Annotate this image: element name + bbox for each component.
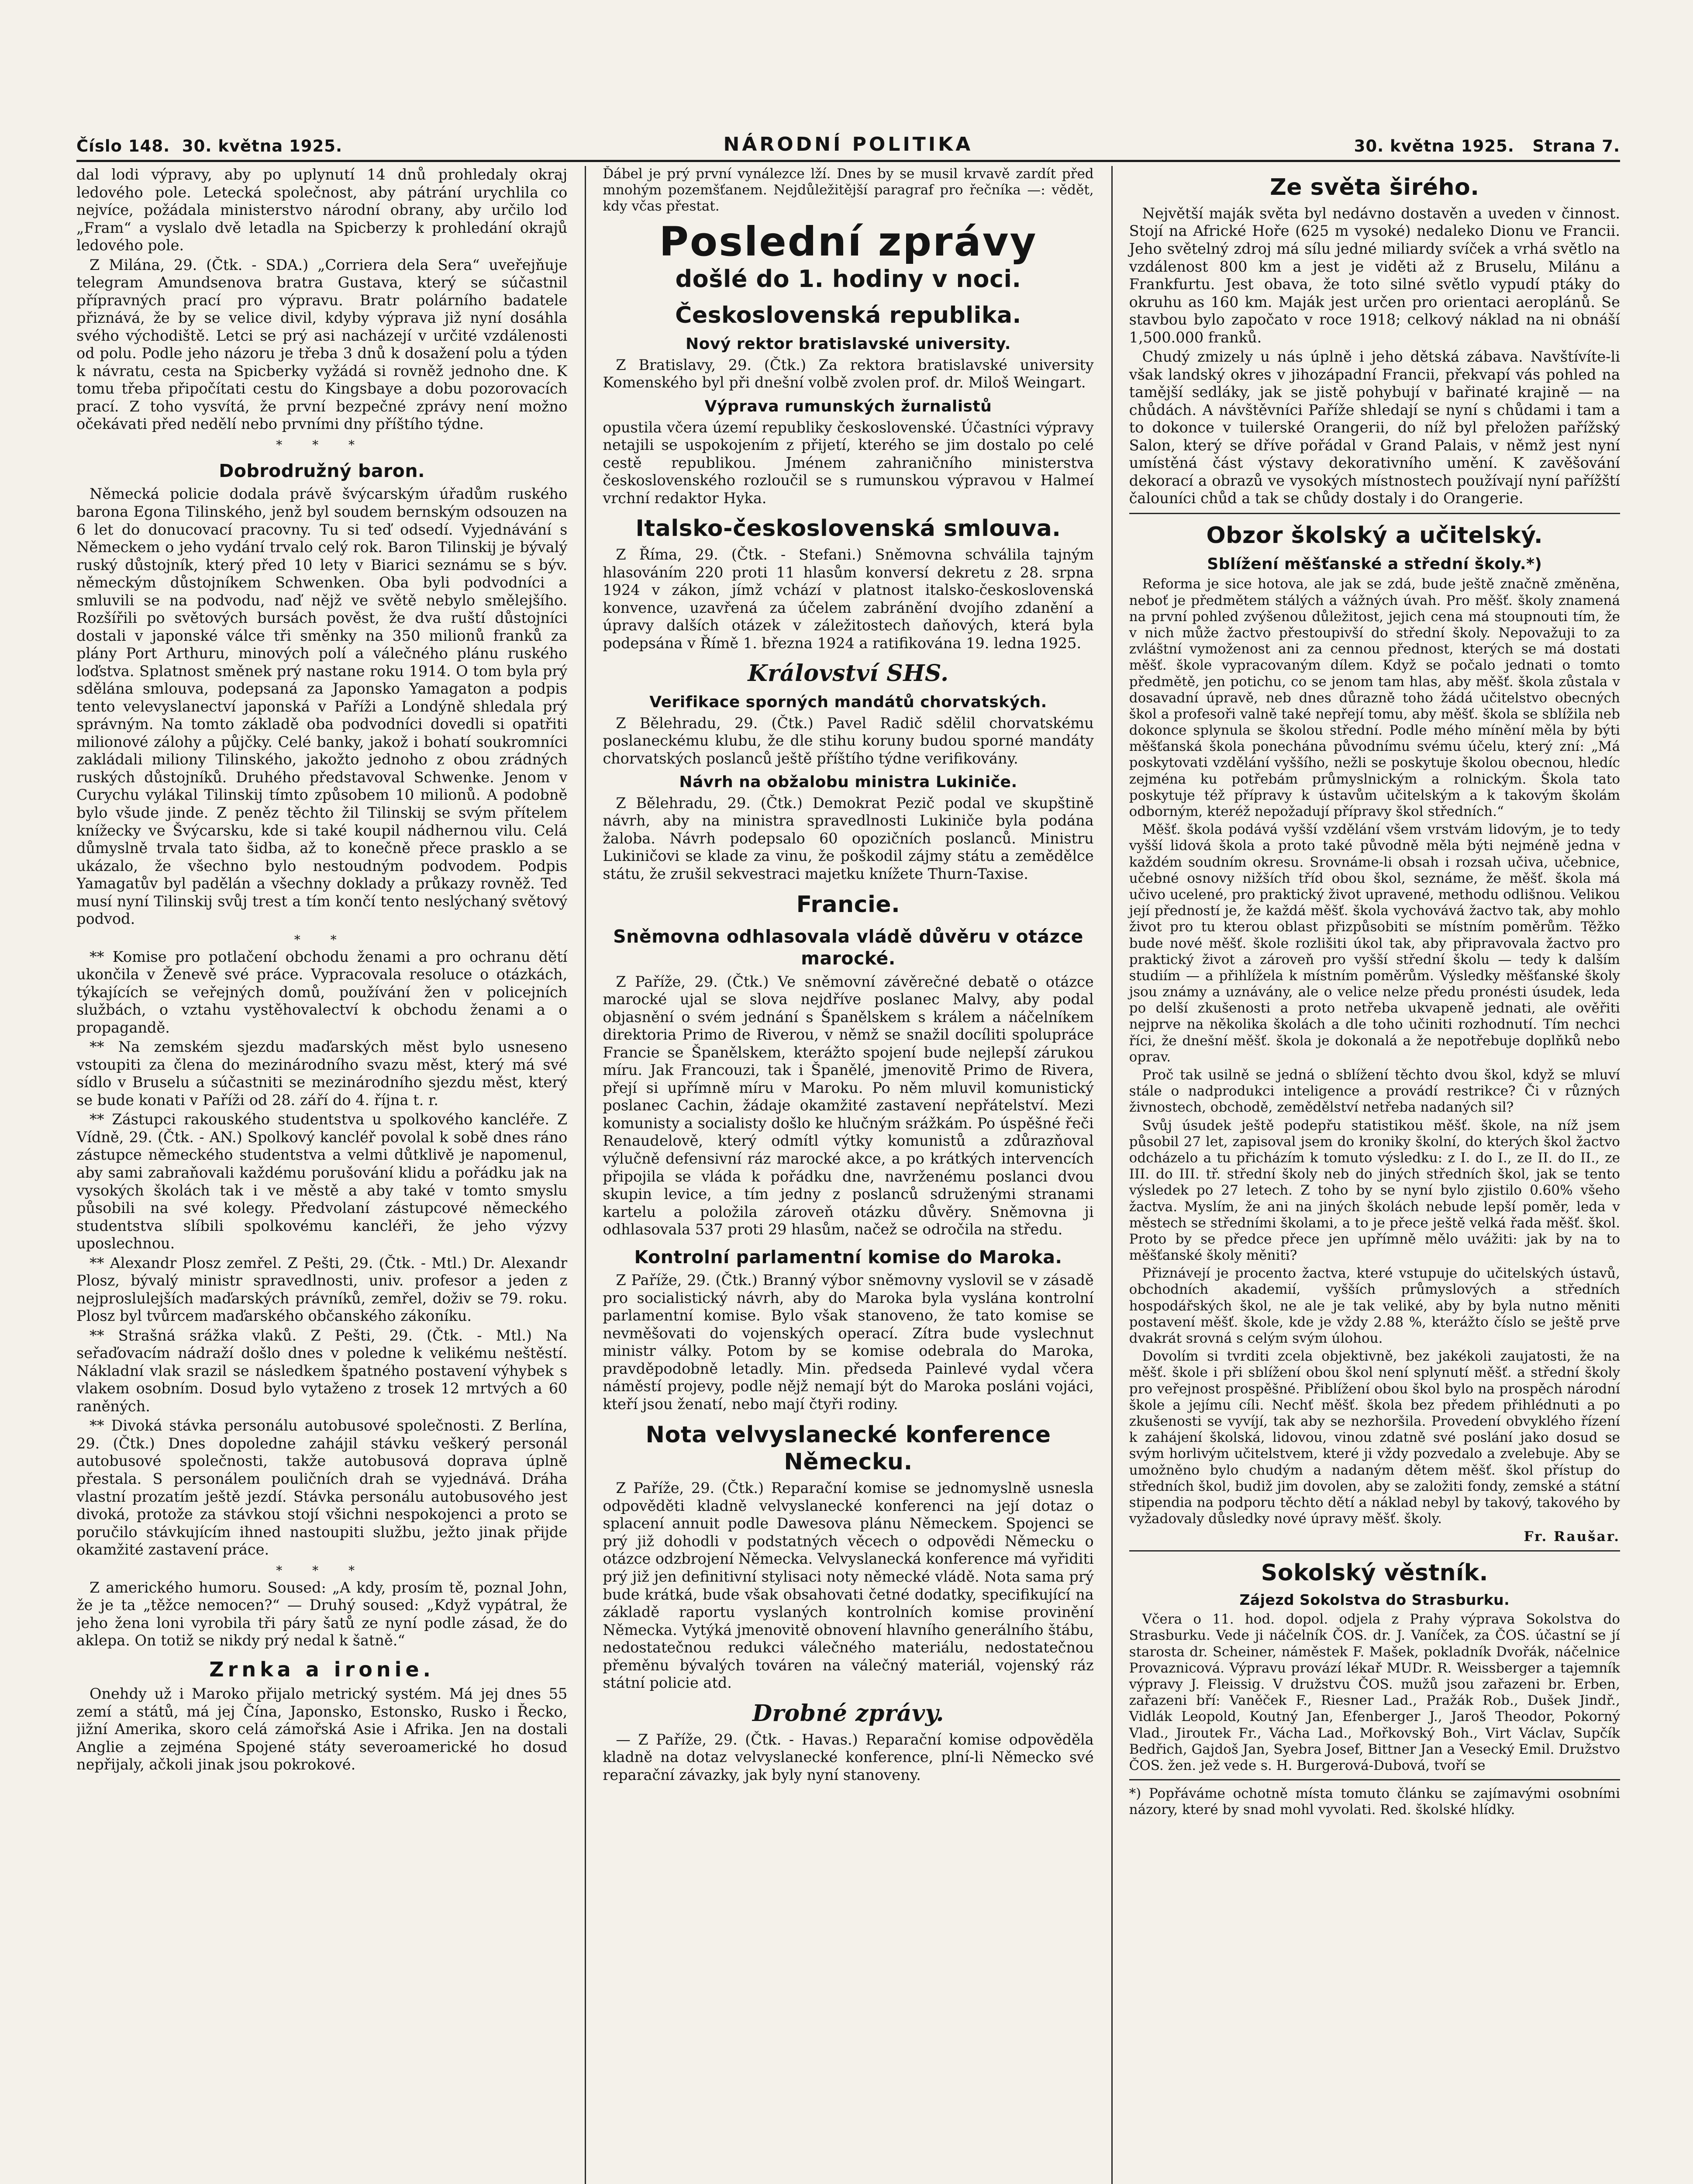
page-number: Strana 7.: [1532, 137, 1620, 156]
section-divider: * * *: [276, 437, 368, 452]
headline-confidence-vote: Sněmovna odhlasovala vládě důvěru v otázce marocké.: [613, 926, 1083, 969]
author-signature: Fr. Raušar.: [1524, 1529, 1620, 1545]
article-paragraph: Dovolím si tvrditi zcela objektivně, bez jakékoli zaujatosti, že na měšť. škole i při sblížení obou škol není splynutí měšť. a střední školy pro veřejnost prospěšné. Přiblížení obou škol bylo na prospěch národní škole a jejímu cíli. Nechť měšť. škola bez předem přihlédnuti a po zkušenosti se vyvíjí, tak aby se nezhoršila. Provedení obvyklého řízení k zahájení školská, lidovou, vinou zdatně své poslání jako dosud se svým horlivým učitelstvem, které ji vždy pozvedalo a zvelebuje. Aby se umožněno bylo chudým a nadaným dětem měšť. škol přístup do středních škol, budiž jim dovolen, aby se založiti fondy, zemské a státní stipendia na podporu těchto dětí a náklad nebyl by takový, takového by vyžadovaly důsledky nové úpravy měšť. školy.: [1129, 1348, 1620, 1527]
article-paragraph: Měšť. škola podává vyšší vzdělání všem vrstvám lidovým, je to tedy vyšší lidová škola a proto také původně měla býti nejméně jedna v každém soudním okresu. Srovnáme-li obsah i rozsah učiva, učebnice, učebné osnovy nižších tříd obou škol, seznáme, že měšť. škola má učivo ucelené, pro praktický život upravené, methodu odlišnou. Velikou její předností je, že každá měšť. škola vychovává žactvo tak, aby mohlo život pro tu kterou oblast přizpůsobiti se místním poměrům. Těžko bude nové měšť. škole rozlišiti úkol tak, aby připravovala žactvo pro praktický život a zároveň pro vyšší střední školu — tedy k dalším studiím — a přihlížela k místním poměrům. Výsledky měšťanské školy jsou známy a uznávány, ale o velice nelze předu pronésti úsudek, leda po delší zkušenosti a proto netřeba ukvapeně jednati, ale ověřiti nejprve na několika školách a dle toho učiniti rozhodnutí. Tím nechci říci, že dnešní měšť. škola je dokonalá a že nepotřebuje doplňků nebo oprav.: [1129, 822, 1620, 1065]
columns: [76, 166, 1620, 2184]
article-paragraph: opustila včera území republiky československé. Účastníci výpravy netajili se uspokojením z přijetí, kterého se jim dostalo po celé cestě republikou. Jménem zahraničního ministerstva československého rozloučil se s rumunskou výpravou v Halmeí vrchní redaktor Hyka.: [603, 418, 1094, 507]
headline-note: Nota velvyslanecké konference Německu.: [645, 1421, 1051, 1476]
article-paragraph: Z Bělehradu, 29. (Čtk.) Pavel Radič sdělil chorvatskému poslaneckému klubu, že dle stihu koruny budou sporné mandáty chorvatských poslanců ještě příštího týdne verifikovány.: [603, 714, 1094, 767]
article-paragraph: Z Říma, 29. (Čtk. - Stefani.) Sněmovna schválila tajným hlasováním 220 proti 11 hlasům konversí dekretu z 28. srpna 1924 v zákon, jímž vchází v platnost italsko-československá konvence, uzavřená za účelem zabránění dvojího zdanění a úpravy dalších otázek v záležitostech daňových, která byla podepsána v Římě 1. března 1924 a ratifikována 19. ledna 1925.: [603, 546, 1094, 652]
section-divider: * *: [294, 932, 350, 947]
news-item: ** Alexandr Plosz zemřel. Z Pešti, 29. (Čtk. - Mtl.) Dr. Alexandr Plosz, bývalý ministr spravedlnosti, univ. profesor a jeden z nejproslulejších maďarských právníků, zemřel, doživ se 79. roku. Plosz byl tvůrcem maďarského občanského zákoníku.: [76, 1254, 568, 1325]
headline-verification: Verifikace sporných mandátů chorvatských.: [649, 693, 1047, 712]
section-france: Francie.: [796, 891, 900, 918]
section-shs: Království SHS.: [748, 660, 949, 687]
footnote: *) Popřáváme ochotně místa tomuto článku se zajímavými osobními názory, které by snad mohl vyvolati. Red. školské hlídky.: [1129, 1786, 1620, 1818]
issue-number: Číslo 148.: [76, 137, 170, 156]
headline-rector: Nový rektor bratislavské university.: [686, 335, 1011, 353]
article-paragraph: Proč tak usilně se jedná o sblížení těchto dvou škol, když se mluví stále o nadprodukci inteligence a provádí restrikce? Či v různých živnostech, obchodě, zemědělství netřeba nadaných sil?: [1129, 1067, 1620, 1116]
headline-treaty: Italsko-československá smlouva.: [635, 515, 1061, 542]
date-and-page: [1354, 137, 1620, 156]
headline-strasbourg: Zájezd Sokolstva do Strasburku.: [1239, 1591, 1510, 1609]
article-paragraph: — Z Paříže, 29. (Čtk. - Havas.) Reparační komise odpověděla kladně na dotaz velvyslanecké konference, plní-li Německo své reparační závazky, jak byly nyní stanoveny.: [603, 1731, 1094, 1783]
headline-latest-news-sub: došlé do 1. hodiny v noci.: [675, 265, 1021, 293]
headline-journalists: Výprava rumunských žurnalistů: [704, 397, 992, 415]
article-paragraph: Z Paříže, 29. (Čtk.) Ve sněmovní závěrečné debatě o otázce marocké ujal se slova nejdříve poslanec Malvy, aby podal objasnění o svém jednání s Španělskem s králem a náčelníkem direktoria Primo de Riverou, v němž se snažil docíliti spolupráce Francie se Španělskem, kterážto spojení bude nejlepší zárukou míru. Jak Francouzi, tak i Španělé, jmenovitě Primo de Rivera, přejí si upřímně míru v Maroku. Po něm mluvil komunistický poslanec Cachin, žádaje okamžité zastavení nepřátelství. Mezi komunisty a socialisty došlo ke hlučným srážkám. Po úspěšné řeči Renaudelově, který odmítl výtky komunistů a zdůrazňoval výlučně defensivní ráz marocké akce, a po krátkých intervencích připojila se vláda k pořádku dne, navrženému poslanci dvou skupin levice, a tím jedny z poslanců sdruženými stranami kartelu a položila zároveň otázku důvěry. Sněmovna ji odhlasovala 537 proti 29 hlasům, načež se odročila na středu.: [603, 973, 1094, 1238]
paper-name: NÁRODNÍ POLITIKA: [723, 133, 973, 156]
headline-rapprochement: Sblížení měšťanské a střední školy.*): [1207, 555, 1542, 573]
article-paragraph: Přiznávejí je procento žactva, které vstupuje do učitelských ústavů, obchodních akademií, vyšších průmyslových a středních hospodářských škol, ne ale je tak veliké, aby by byla nutno měniti postavení měšť. škole, kde je vždy 2.88 %, kterážto číslo se ještě prve dvakrát srovná s celým svým úlohou.: [1129, 1265, 1620, 1347]
headline-indictment: Návrh na obžalobu ministra Lukiniče.: [679, 773, 1017, 791]
column-3: [1111, 166, 1620, 2184]
aphorisms: Ďábel je prý první vynálezce lží. Dnes by se musil krvavě zardít před mnohým pozemšťanem. Nejdůležitější paragraf pro řečníka —: vědět, kdy včas přestat.: [603, 166, 1094, 214]
column-2: [585, 166, 1093, 2184]
article-paragraph: Z Milána, 29. (Čtk. - SDA.) „Corriera dela Sera“ uveřejňuje telegram Amundsenova bratra Gustava, který se súčastnil přípravných prací pro výpravu. Bratr polárního badatele přiznává, že by se velice divil, kdyby výprava již nyní dosáhla svého východiště. Letci se prý asi nacházejí v určité vzdálenosti od polu. Podle jeho názoru je třeba 3 dnů k dosažení polu a týden k návratu, cesta na Spicberky vyžádá si rovněž jednoho dne. K tomu třeba připočítati cestu do Kingsbaye a dobu pozorovacích prací. Z toho vysvítá, že první bezpečné zprávy není možno očekávati před nedělí nebo prvními dny příštího týdne.: [76, 256, 568, 433]
divider: [1129, 513, 1620, 514]
article-paragraph: Z Paříže, 29. (Čtk.) Branný výbor sněmovny vyslovil se v zásadě pro socialistický návrh, aby do Maroka byla vyslána kontrolní parlamentní komise. Bylo však stanoveno, že tato komise se nevměšovati do vojenských operací. Zítra bude vyslechnut ministr války. Potom by se komise odebrala do Maroka, pravděpodobně letadly. Min. předseda Painlevé vydal včera náměstí projevy, podle nějž nemají být do Maroka posláni vojáci, kteří jsou ženatí, nebo mají čtyři rodiny.: [603, 1272, 1094, 1413]
section-czechoslovakia: Československá republika.: [675, 302, 1021, 329]
article-paragraph: Chudý zmizely u nás úplně i jeho dětská zábava. Navštívíte-li však landský okres v jihozápadní Francii, překvapí vás pohled na tamější sedláky, jak se jistě pohybují v bařinaté krajině — na chůdách. A návštěvníci Paříže shledají se nyní s chůdami i tam a to dokonce v tuilerské Orangerii, do níž byl přeložen pařížský Salon, který se dříve pořádal v Grand Palais, v němž jest nyní umístěná část výstavy dekorativního umění. K zavěšování dekorací a obrazů ve vysokých místnostech používají nyní pařížští čalouníci chůd a tak se chůdy dostaly i do Orangerie.: [1129, 348, 1620, 507]
section-school: Obzor školský a učitelský.: [1206, 522, 1543, 549]
article-paragraph: Reforma je sice hotova, ale jak se zdá, bude ještě značně změněna, neboť je předmětem stálých a vážných úvah. Pro měšť. školy znamená na první pohled zvýšenou důležitost, jejich cena má stoupnouti tím, že v nich může žactvo přestoupivší do střední školy. Nepovažuji to za zvláštní vymoženost ani za cennou přednost, kterých se má dostati měšť. škole vypracovaným dílem. Když se počalo jednati o tomto předmětě, jen potichu, co se jenom tam hlas, aby měšť. škola zůstala v dosavadní úpravě, neb dnes důrazně toho žádá učitelstvo obecných škol a profesoři valně také nepřejí tomu, aby měšť. škola se sblížila neb dokonce splynula se školou střední. Podle mého mínění měla by býti měšťanská škola ponechána původnímu svému účelu, který zní: „Má poskytovati vzdělání vyššího, nežli se poskytuje školou obecnou, hledíc zejména ku potřebám průmyslnickým a rolnickým. Škola tato poskytuje též přípravy k ústavům učitelským a k takovým školám odborným, kteréž nepožadují přípravy škol středních.“: [1129, 576, 1620, 820]
news-item: ** Komise pro potlačení obchodu ženami a pro ochranu dětí ukončila v Ženevě své práce. Vypracovala resoluce o otázkách, týkajících se veřejných domů, používání žen v policejních službách, o vztahu vystěhovalectví k obchodu ženami a o propagandě.: [76, 948, 568, 1036]
article-paragraph: Svůj úsudek ještě podepřu statistikou měšť. škole, na níž jsem působil 27 let, zapisoval jsem do kroniky školní, do kterých škol žactvo odcházelo a tu přicházím k tomuto výsledku: z I. do I., ze II. do II., ze III. do III. tř. střední školy neb do jiných středních škol, jak se tento výsledek po 27 letech. Z toho by se nyní bylo zjistilo 0.60% všeho žactva. Myslím, že ani na jiných školách nebude lepší poměr, leda v městech se středními školami, a to je přece ještě velká řada měšť. škol. Proto by se předce přece jen upřímně mělo uvážiti: jak by na to měšťanské školy měniti?: [1129, 1117, 1620, 1264]
headline-zrnka: Zrnka a ironie.: [209, 1657, 435, 1681]
article-paragraph: Z Paříže, 29. (Čtk.) Reparační komise se jednomyslně usnesla odpověděti kladně velvyslanecké konferenci na její dotaz o splacení annuit podle Dawesova plánu Německem. Spojenci se prý již dohodli v podstatných věcech o odpovědi Německu o otázce odzbrojení Německa. Velvyslanecká konference má vyřiditi prý již jen definitivní stylisaci noty německé vládě. Nota sama prý bude krátká, bude však obsahovati četné dodatky, specifikující na základě raportu vyslaných kontrolních komise provinění Německa. Vytýká jmenovitě obnovení hlavního generálního štábu, nedostatečnou redukci válečného materiálu, nedostatečnou přeměnu bývalých továren na válečný materiál, vojenský ráz státní policie atd.: [603, 1479, 1094, 1692]
issue-and-date: [76, 137, 342, 156]
masthead: [76, 127, 1620, 162]
news-item: ** Strašná srážka vlaků. Z Pešti, 29. (Čtk. - Mtl.) Na seřaďovacím nádraží došlo dnes v poledne k velikému neštěstí. Nákladní vlak srazil se následkem špatného postavení výhybek s vlakem osobním. Dosud bylo vytaženo z trosek 12 mrtvých a 60 raněných.: [76, 1327, 568, 1415]
headline-latest-news: Poslední zprávy: [659, 218, 1038, 265]
section-divider: * * *: [276, 1563, 368, 1578]
divider: [1129, 1779, 1620, 1780]
section-sokol: Sokolský věstník.: [1261, 1560, 1488, 1586]
article-paragraph: dal lodi výpravy, aby po uplynutí 14 dnů prohledaly okraj ledového pole. Letecká společnost, aby pátrání urychlila co nejvíce, požádala ministerstvo národní obrany, aby určilo loď „Fram“ a vyslalo dvě letadla na Spicberzy k prohledání okrajů ledového pole.: [76, 166, 568, 254]
column-1: [76, 166, 567, 2184]
article-paragraph: Onehdy už i Maroko přijalo metrický systém. Má jej dnes 55 zemí a států, má jej Čína, Japonsko, Estonsko, Rusko i Řecko, jižní Amerika, skoro celá zámořská Asie i Afrika. Jen na dostali Anglie a zejména Spojené státy severoamerické ho dosud nepřijaly, ačkoli jinak jsou pokrokové.: [76, 1685, 568, 1773]
article-paragraph: Německá policie dodala právě švýcarským úřadům ruského barona Egona Tilinského, jenž byl soudem bernským odsouzen na 6 let do donucovací pracovny. Tu si teď odsedí. Vyjednávání s Německem o jeho vydání trvalo celý rok. Baron Tilinskij je bývalý ruský důstojník, který před 10 lety v Biarici seznámu se s býv. německým důstojníkem Schwenken. Oba byli podvodníci a smluvili se na podvodu, naď nějž ve světě nebylo smělejšího. Rozšířili po světových bursách pověst, že dva ruští důstojníci dostali v japonské válce tři směnky na 350 milionů franků za plány Port Arthuru, minových polí a válečného plánu ruského loďstva. Splatnost směnek prý nastane roku 1914. O tom byla prý sdělána smlouva, podepsaná za Japonsko Yamagaton a podpis tento velevyslanectví japonská v Paříži a Londýně shledala prý správným. Na tomto základě oba podvodníci dovedli si opatřiti milionové zálohy a půjčky. Celé banky, jakož i bohatí soukromníci zakládali miliony Tilinského, jakožto jednoho z obou zrádných ruských důstojníků. Druhého představoval Schwenke. Jenom v Curychu vylákal Tilinskij tímto způsobem 10 milionů. A podobně bylo všude jinde. Z peněz těchto žil Tilinskij se svým přítelem knížecky ve Švýcarsku, kde si také koupil nádhernou vilu. Celá důmyslně trvala tato šidba, až to konečně přece prasklo a se ukázalo, že všechno bylo nestoudným podvodem. Podpis Yamagatův byl padělán a všechny doklady a průkazy rovněž. Teď musí nyní Tilinskij svůj trest a tím končí tento neslýchaný světový podvod.: [76, 485, 568, 928]
headline-control-commission: Kontrolní parlamentní komise do Maroka.: [634, 1246, 1062, 1268]
news-item: ** Divoká stávka personálu autobusové společnosti. Z Berlína, 29. (Čtk.) Dnes dopoledne zahájil stávku veškerý personál autobusové společnosti, takže autobusová doprava úplně přestala. S personálem pouličních drah se vyjednává. Dráha vlastní prozatím ještě jezdí. Stávka personálu autobusového jest divoká, protože za stávkou stojí všichni nespokojenci a proto se poručilo stávkujícím ihned nastoupiti službu, ježto jinak přijde okamžité zastavení práce.: [76, 1417, 568, 1559]
article-paragraph: Z Bratislavy, 29. (Čtk.) Za rektora bratislavské university Komenského byl při dnešní volbě zvolen prof. dr. Miloš Weingart.: [603, 356, 1094, 391]
newspaper-page: [76, 127, 1620, 2184]
article-paragraph: Z Bělehradu, 29. (Čtk.) Demokrat Pezič podal ve skupštině návrh, aby na ministra spravedlnosti Lukiniče byla podána žaloba. Návrh podepsalo 60 opozičních poslanců. Ministru Lukiničovi se klade za vinu, že poškodil zájmy státu a zemědělce státu, že zrušil sekvestraci majetku knížete Thurn-Taxise.: [603, 794, 1094, 883]
headline-baron: Dobrodružný baron.: [219, 460, 425, 481]
issue-date-right: 30. května 1925.: [1354, 137, 1514, 156]
article-paragraph: Největší maják světa byl nedávno dostavěn a uveden v činnost. Stojí na Africké Hoře (625 m vysoké) nedaleko Dionu ve Francii. Jeho světelný zdroj má sílu jedné miliardy svíček a vrhá světlo na vzdálenost 800 km a jest je viděti až z Bruselu, Milánu a Frankfurtu. Jest obava, že toto silné světlo vypudí ptáky do okruhu as 160 km. Maják jest určen pro orientaci aeroplánů. Se stavbou bylo započato v roce 1918; celkový náklad na ni obnáší 1,500.000 franků.: [1129, 204, 1620, 346]
article-paragraph: Včera o 11. hod. dopol. odjela z Prahy výprava Sokolstva do Strasburku. Vede ji náčelník ČOS. dr. J. Vaníček, za ČOS. účastní se jí starosta dr. Scheiner, náměstek F. Mašek, pokladník Dvořák, náčelnice Provaznicová. Výpravu provází lékař MUDr. R. Weissberger a tajemník výpravy J. Fleissig. V družstvu ČOS. mužů jsou zařazeni br. Erben, zařazeni bří: Vaněček F., Riesner Lad., Pražák Rob., Dušek Jindř., Vidlák Leopold, Koutný Jan, Efenberger J., Jaroš Theodor, Pokorný Vlad., Jiroutek Fr., Vácha Lad., Mořkovský Boh., Virt Václav, Supčík Bedřich, Gajdoš Jan, Syebra Josef, Bittner Jan a Vesecký Emil. Družstvo ČOS. žen. jež vede s. H. Burgerová-Dubová, tvoří se: [1129, 1611, 1620, 1773]
news-item: ** Zástupci rakouského studentstva u spolkového kancléře. Z Vídně, 29. (Čtk. - AN.) Spolkový kancléř povolal k sobě dnes ráno zástupce německého studentstva a velmi důtklivě je napomenul, aby sami zabraňovali každému porušování klidu a pořádku jak na vysokých školách tak i ve městě a aby také v tomto smyslu působili na své kolegy. Předvolaní zástupcové německého studentstva slíbili spolkovému kancléři, že jeho výzvy uposlechnou.: [76, 1111, 568, 1252]
issue-date-left: 30. května 1925.: [182, 137, 343, 156]
divider: [1129, 1550, 1620, 1552]
section-world: Ze světa širého.: [1270, 174, 1479, 200]
headline-short-news: Drobné zprávy.: [752, 1700, 945, 1727]
humor-item: Z amerického humoru. Soused: „A kdy, prosím tě, poznal John, že je ta „těžce nemocen?“ — Druhý soused: „Když vypátral, že jeho žena loni vyrobila tři páry šatů ze nyní podle zásad, že do aklepa. On totiž se nikdy prý nedal k šatně.“: [76, 1579, 568, 1649]
news-item: ** Na zemském sjezdu maďarských měst bylo usneseno vstoupiti za člena do mezinárodního svazu měst, který má své sídlo v Bruselu a súčastniti se mezinárodního sjezdu měst, který se bude konati v Paříži od 28. září do 4. října t. r.: [76, 1038, 568, 1109]
